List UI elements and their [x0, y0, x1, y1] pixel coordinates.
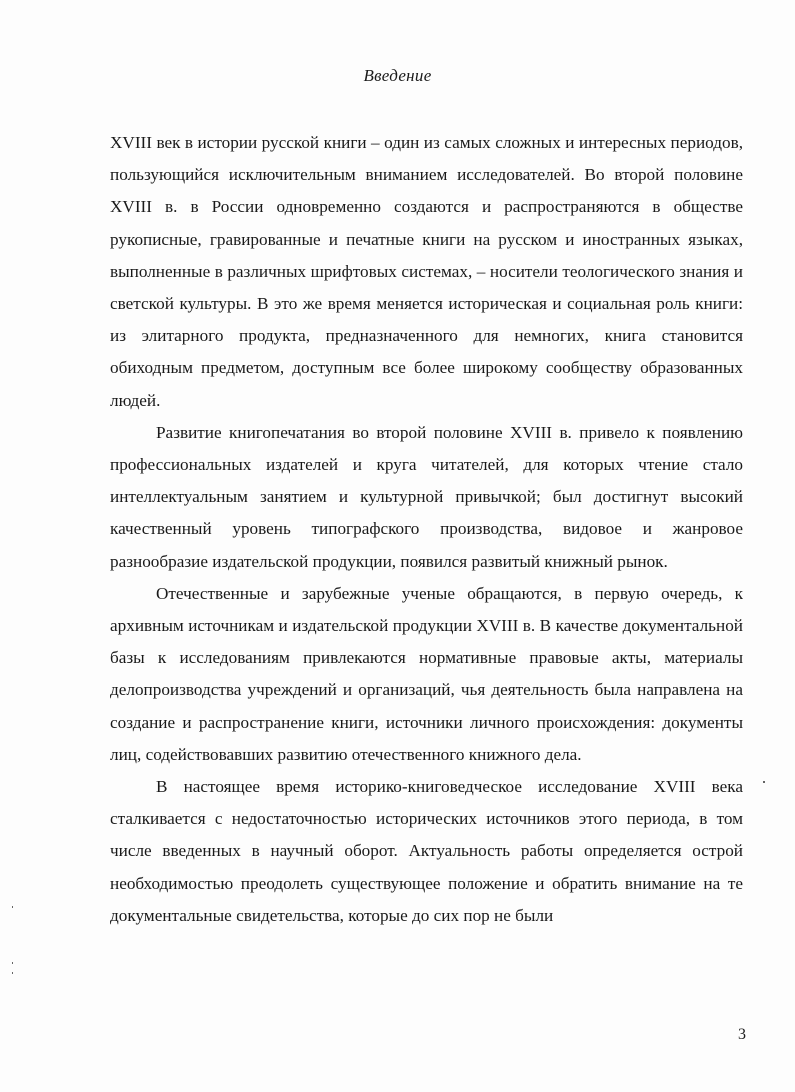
paragraph-1: XVIII век в истории русской книги – один из самых сложных и интересных периодов, пользующийся исключительным вниманием исследователей. Во второй половине XVIII в. в России одновременно создаются и распространяются в обществе рукописные, гравированные и печатные книги на русском и иностранных языках, выполненные в различных шрифтовых системах, – носители теологического знания и светской культуры. В это же время меняется историческая и социальная роль книги: из элитарного продукта, предназначенного для немногих, книга становится обиходным предметом, доступным все более широкому сообществу образованных людей. [110, 133, 743, 410]
paragraph-3: Отечественные и зарубежные ученые обращаются, в первую очередь, к архивным источникам и издательской продукции XVIII в. В качестве документальной базы к исследованиям привлекаются нормативные правовые акты, материалы делопроизводства учреждений и организаций, чья деятельность была направлена на создание и распространение книги, источники личного происхождения: документы лиц, содействовавших развитию отечественного книжного дела. [110, 583, 743, 764]
body-text [110, 127, 743, 932]
scan-speck [763, 781, 765, 783]
scan-speck [12, 962, 13, 964]
scan-speck [12, 972, 13, 974]
scan-speck [12, 906, 13, 908]
page-number: 3 [738, 1026, 746, 1043]
paragraph-2: Развитие книгопечатания во второй половине XVIII в. привело к появлению профессиональных издателей и круга читателей, для которых чтение стало интеллектуальным занятием и культурной привычкой; был достигнут высокий качественный уровень типографского производства, видовое и жанровое разнообразие издательской продукции, появился развитый книжный рынок. [110, 422, 743, 571]
page-heading: Введение [363, 66, 432, 85]
paragraph-4: В настоящее время историко-книговедческое исследование XVIII века сталкивается с недостаточностью исторических источников этого периода, в том числе введенных в научный оборот. Актуальность работы определяется острой необходимостью преодолеть существующее положение и обратить внимание на те документальные свидетельства, которые до сих пор не были [110, 777, 743, 925]
